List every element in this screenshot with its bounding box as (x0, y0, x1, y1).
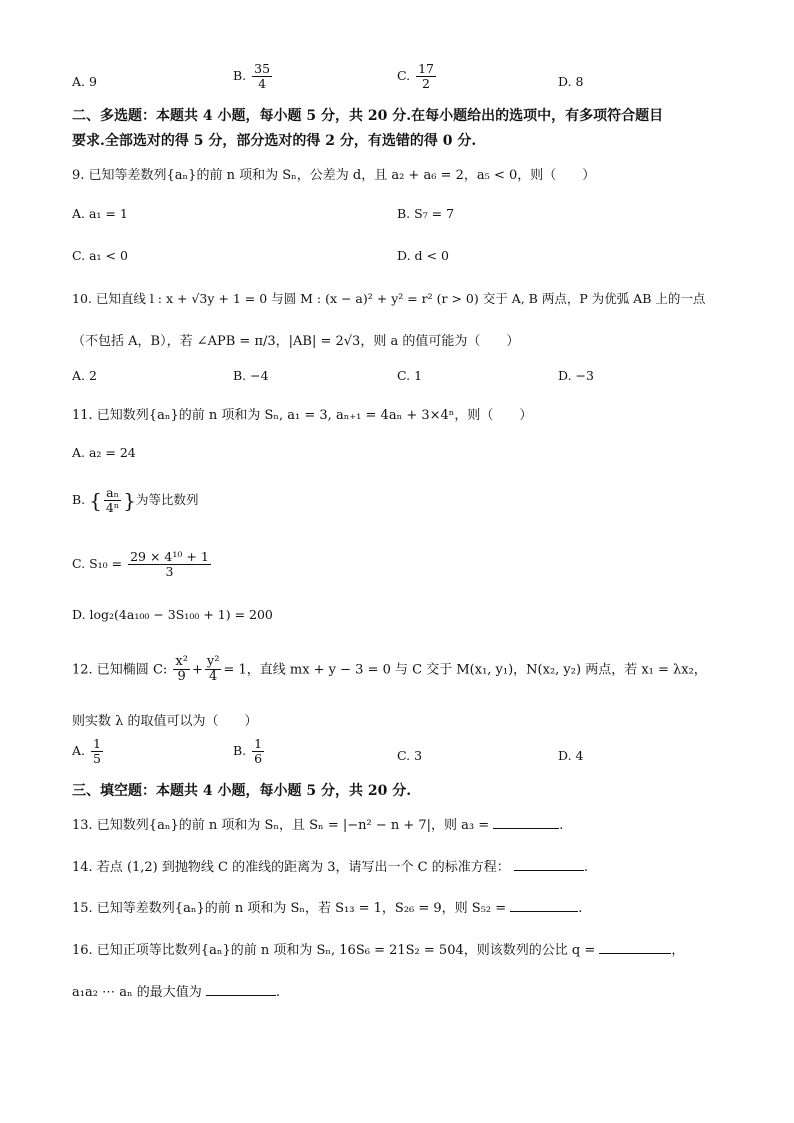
q11-option-b-tail: 为等比数列 (136, 491, 199, 507)
q8-option-b-fraction: $\frac{35}{4}$ (254, 61, 271, 91)
q9-option-a: A. a₁ = 1 (72, 206, 128, 221)
q12-stem-line2: 则实数 λ 的取值可以为（ ） (72, 714, 258, 729)
q14-end: . (583, 860, 588, 875)
q16-max-blank[interactable] (206, 995, 276, 996)
q10-option-c: C. 1 (397, 368, 423, 383)
q13-end: . (559, 818, 564, 833)
q12-stem-line1: 12. 已知椭圆 C: $\frac{\text{x²}}{9}$ + $\frac{\text{y²}}{4}$ = 1，直线 mx + y − 3 = 0 与 C 交于 M(x₁, y₁)，N(x₂, y₂) 两点，若 x₁ = λx₂， (72, 654, 707, 685)
q16-end2: . (275, 985, 280, 1000)
q11-option-c-fraction: $\frac{\text{29 × 4¹⁰ + 1}}{3}$ (130, 549, 209, 579)
q14 (72, 856, 588, 875)
q10-stem-line2: （不包括 A，B），若 ∠APB = π/3，|AB| = 2√3，则 a 的值可能为（ ） (72, 334, 520, 349)
section3-header: 三、填空题：本题共 4 小题，每小题 5 分，共 20 分. (72, 783, 412, 799)
q9-stem: 9. 已知等差数列{aₙ}的前 n 项和为 Sₙ，公差为 d，且 a₂ + a₆ = 2，a₅ < 0，则（ ） (72, 168, 596, 183)
q10-option-b: B. −4 (233, 368, 269, 383)
q12-option-a (72, 737, 105, 766)
q11-option-a: A. a₂ = 24 (72, 445, 136, 460)
q16-line1 (72, 939, 684, 958)
q8-option-b-label: B. (233, 67, 247, 83)
q9-option-c: C. a₁ < 0 (72, 248, 128, 263)
q12-x-fraction: $\frac{\text{x²}}{9}$ (175, 654, 188, 685)
q10-option-a: A. 2 (72, 368, 97, 383)
q15-end: . (578, 901, 583, 916)
q8-option-c (397, 62, 438, 91)
q11-option-b (72, 486, 199, 515)
q15 (72, 897, 582, 916)
q9-option-b: B. S₇ = 7 (397, 206, 455, 221)
q12-y-fraction: $\frac{\text{y²}}{4}$ (206, 654, 220, 685)
q10-option-d: D. −3 (558, 368, 594, 383)
q11-option-c-label: C. S₁₀ = (72, 555, 123, 571)
q8-option-c-label: C. (397, 67, 411, 83)
q12-option-b-label: B. (233, 742, 247, 758)
q10-stem-line1: 10. 已知直线 l : x + √3y + 1 = 0 与圆 M : (x − a)² + y² = r² (r > 0) 交于 A, B 两点，P 为优弧 AB 上的一点 (72, 291, 706, 306)
q11-option-d: D. log₂(4a₁₀₀ − 3S₁₀₀ + 1) = 200 (72, 607, 273, 622)
section2-line2: 要求.全部选对的得 5 分，部分选对的得 2 分，有选错的得 0 分. (72, 133, 477, 149)
q8-option-c-fraction: $\frac{17}{2}$ (418, 61, 434, 91)
q12-option-c: C. 3 (397, 748, 423, 763)
q12-stem-pre: 12. 已知椭圆 C: (72, 662, 168, 678)
q16-stem: 16. 已知正项等比数列{aₙ}的前 n 项和为 Sₙ, 16S₆ = 21S₂ = 504，则该数列的公比 q = (72, 943, 596, 958)
q11-stem: 11. 已知数列{aₙ}的前 n 项和为 Sₙ, a₁ = 3, aₙ₊₁ = 4aₙ + 3×4ⁿ，则（ ） (72, 408, 533, 423)
q11-option-c (72, 550, 213, 579)
q8-option-b (233, 62, 274, 91)
q12-option-a-fraction: $\frac{1}{5}$ (93, 736, 101, 766)
q12-option-b-fraction: $\frac{1}{6}$ (254, 736, 263, 766)
q12-option-b (233, 737, 266, 766)
q15-stem: 15. 已知等差数列{aₙ}的前 n 项和为 Sₙ，若 S₁₃ = 1，S₂₆ = 9，则 S₅₂ = (72, 901, 507, 916)
q16-stem2: a₁a₂ ⋯ aₙ 的最大值为 (72, 985, 202, 1000)
q12-stem-post: = 1，直线 mx + y − 3 = 0 与 C 交于 M(x₁, y₁)，N(x₂, y₂) 两点，若 x₁ = λx₂， (223, 662, 707, 678)
q8-option-d: D. 8 (558, 74, 584, 89)
q15-answer-blank[interactable] (510, 911, 578, 912)
q13-answer-blank[interactable] (493, 828, 559, 829)
q16-end1: ， (671, 943, 685, 958)
right-brace-icon: } (123, 488, 136, 513)
q13-stem: 13. 已知数列{aₙ}的前 n 项和为 Sₙ，且 Sₙ = |−n² − n + 7|，则 a₃ = (72, 818, 490, 833)
left-brace-icon: { (89, 488, 102, 513)
q11-option-b-fraction: $\frac{\text{aₙ}}{\text{4ⁿ}}$ (105, 485, 120, 515)
q8-option-a: A. 9 (72, 74, 97, 89)
q14-stem: 14. 若点 (1,2) 到抛物线 C 的准线的距离为 3，请写出一个 C 的标准方程： (72, 860, 510, 875)
q11-option-b-label: B. (72, 491, 86, 507)
section2-line1: 二、多选题：本题共 4 小题，每小题 5 分，共 20 分.在每小题给出的选项中，有多项符合题目 (72, 108, 664, 124)
q9-option-d: D. d < 0 (397, 248, 449, 263)
q12-option-a-label: A. (72, 742, 86, 758)
q14-answer-blank[interactable] (514, 870, 584, 871)
q16-ratio-blank[interactable] (599, 953, 671, 954)
q13 (72, 814, 563, 833)
q12-option-d: D. 4 (558, 748, 584, 763)
q16-line2 (72, 981, 280, 1000)
